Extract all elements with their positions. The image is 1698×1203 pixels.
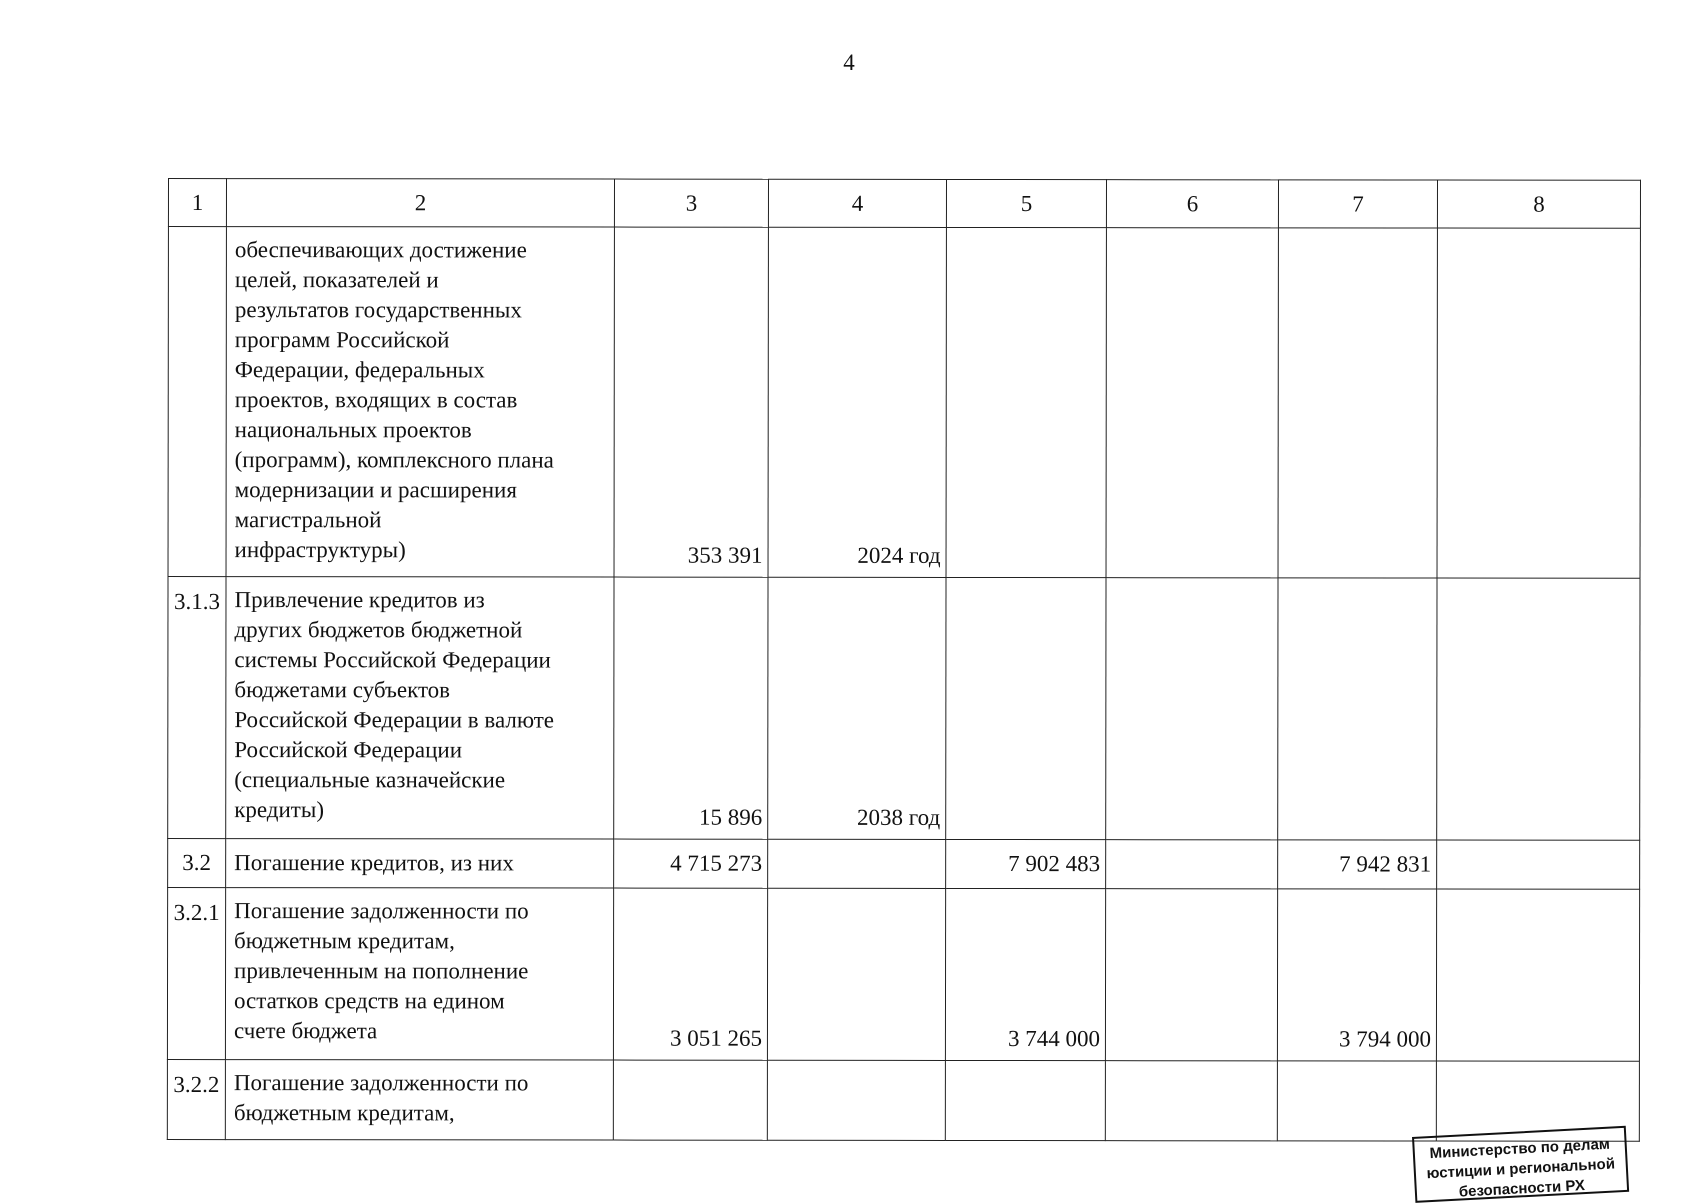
value-cell-4 (767, 888, 945, 1060)
header-cell-2: 2 (226, 179, 614, 227)
row-description-cell (225, 1060, 613, 1140)
header-cell-3: 3 (614, 179, 768, 227)
description-line: национальных проектов (234, 417, 472, 443)
description-line: целей, показателей и (234, 267, 439, 293)
description-line: (специальные казначейские (234, 767, 506, 793)
value-cell-4: 2024 год (768, 227, 946, 577)
stamp-line: Министерство по делам (1429, 1135, 1611, 1163)
value-cell-8 (1436, 889, 1639, 1061)
description-line: остатков средств на едином (233, 988, 505, 1014)
value-cell-5: 7 902 483 (946, 839, 1106, 888)
stamp-line: безопасности РХ (1458, 1177, 1586, 1201)
ministry-stamp (1412, 1126, 1629, 1203)
value-cell-7 (1277, 1061, 1436, 1141)
description-line: Погашение задолженности по (233, 1070, 529, 1096)
row-number-cell: 3.2.1 (167, 888, 225, 1060)
description-line: других бюджетов бюджетной (234, 617, 523, 643)
value-cell-3: 4 715 273 (614, 839, 768, 888)
value-cell-7 (1278, 228, 1437, 578)
description-line: проектов, входящих в состав (234, 387, 518, 413)
row-number-cell (168, 227, 226, 577)
description-line: обеспечивающих достижение (234, 237, 527, 263)
row-description-cell (226, 227, 614, 577)
value-cell-5 (946, 577, 1106, 839)
value-cell-6 (1106, 578, 1278, 840)
table-row (168, 227, 1640, 579)
row-description-cell (226, 577, 614, 839)
data-table (167, 178, 1641, 1142)
description-line: Российской Федерации (234, 737, 463, 763)
value-cell-4 (767, 1060, 945, 1140)
value-cell-5 (945, 1060, 1105, 1140)
header-cell-7: 7 (1278, 180, 1437, 228)
header-cell-5: 5 (946, 179, 1106, 227)
row-number-cell: 3.2 (168, 839, 226, 888)
value-cell-3 (613, 1060, 767, 1140)
value-cell-7 (1278, 578, 1437, 840)
description-line: счете бюджета (233, 1018, 378, 1044)
description-line: Федерации, федеральных (234, 357, 485, 383)
description-line: кредиты) (234, 797, 325, 823)
value-cell-4: 2038 год (768, 577, 946, 839)
header-cell-8: 8 (1437, 180, 1640, 228)
value-cell-3: 353 391 (614, 227, 768, 577)
header-cell-1: 1 (168, 179, 226, 227)
row-description-cell (225, 888, 613, 1060)
stamp-line: юстиции и региональной (1426, 1155, 1616, 1183)
description-line: инфраструктуры) (234, 537, 406, 563)
table-row (167, 1060, 1639, 1142)
table-row (168, 577, 1640, 841)
header-cell-4: 4 (768, 179, 946, 227)
value-cell-7: 7 942 831 (1278, 840, 1437, 889)
row-number-cell: 3.1.3 (168, 577, 226, 839)
header-cell-6: 6 (1106, 180, 1278, 228)
description-line: бюджетным кредитам, (234, 928, 455, 954)
row-description-cell (226, 839, 614, 888)
table-row (168, 839, 1640, 890)
value-cell-6 (1105, 889, 1277, 1061)
value-cell-5 (946, 227, 1106, 577)
table-row (167, 888, 1639, 1062)
description-line: бюджетами субъектов (234, 677, 451, 703)
table-header-row (168, 179, 1640, 229)
value-cell-6 (1106, 840, 1278, 889)
value-cell-3: 3 051 265 (613, 888, 767, 1060)
description-line: магистральной (234, 507, 382, 533)
value-cell-6 (1105, 1061, 1277, 1141)
description-line: (программ), комплексного плана (234, 447, 554, 473)
description-line: бюджетным кредитам, (233, 1100, 455, 1126)
description-line: модернизации и расширения (234, 477, 517, 503)
value-cell-6 (1106, 228, 1278, 578)
description-line: Погашение кредитов, из них (234, 850, 514, 876)
description-line: привлеченным на пополнение (234, 958, 529, 984)
value-cell-3: 15 896 (614, 577, 768, 839)
description-line: программ Российской (234, 327, 450, 353)
value-cell-4 (768, 839, 946, 888)
description-line: Погашение задолженности по (234, 898, 529, 924)
value-cell-5: 3 744 000 (945, 888, 1105, 1060)
value-cell-8 (1437, 578, 1640, 840)
value-cell-7: 3 794 000 (1277, 889, 1436, 1061)
row-number-cell: 3.2.2 (167, 1060, 225, 1140)
description-line: системы Российской Федерации (234, 647, 551, 673)
description-line: результатов государственных (234, 297, 522, 323)
page-number: 4 (843, 50, 855, 75)
value-cell-8 (1437, 840, 1640, 889)
description-line: Российской Федерации в валюте (234, 707, 555, 733)
value-cell-8 (1437, 228, 1640, 578)
description-line: Привлечение кредитов из (234, 587, 485, 613)
